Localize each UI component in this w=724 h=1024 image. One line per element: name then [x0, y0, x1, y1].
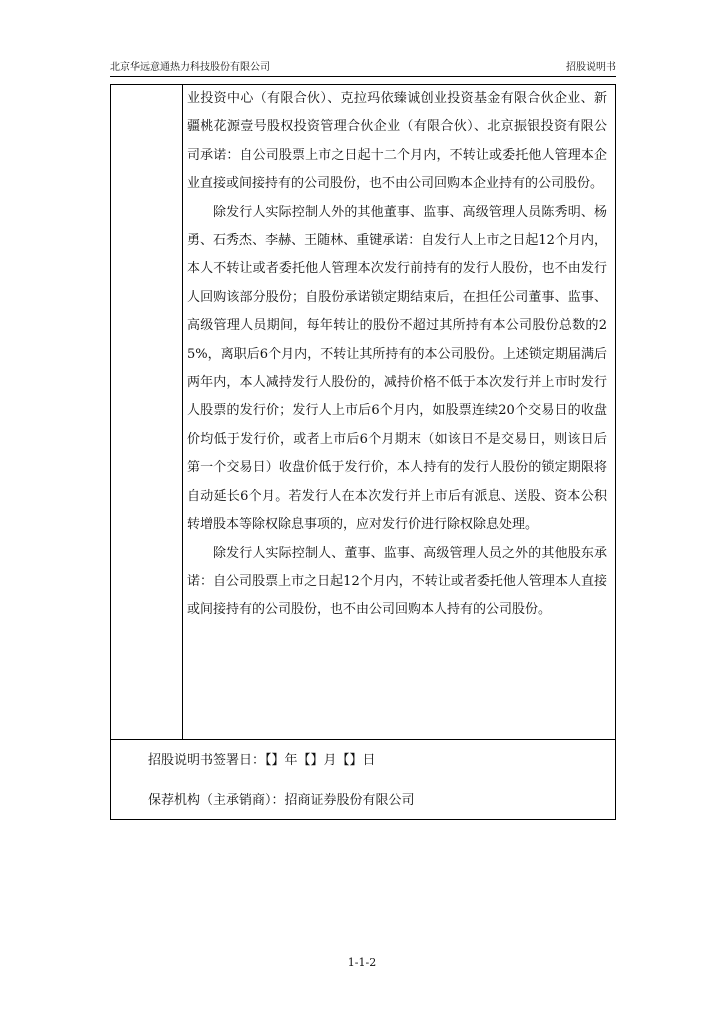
commitment-paragraph-2: 除发行人实际控制人外的其他董事、监事、高级管理人员陈秀明、杨勇、石秀杰、李赫、王随林、重键承诺：自发行人上市之日起12个月内，本人不转让或者委托他人管理本次发行前持有的发行人股份，也不由发行人回购该部分股份；自股份承诺锁定期结束后，在担任公司董事、监事、高级管理人员期间，每年转让的股份不超过其所持有本公司股份总数的25%，离职后6个月内，不转让其所持有的本公司股份。上述锁定期届满后两年内，本人减持发行人股份的，减持价格不低于本次发行并上市时发行人股票的发行价；发行人上市后6个月内，如股票连续20个交易日的收盘价均低于发行价，或者上市后6个月期末（如该日不是交易日，则该日后第一个交易日）收盘价低于发行价，本人持有的发行人股份的锁定期限将自动延长6个月。若发行人在本次发行并上市后有派息、送股、资本公积转增股本等除权除息事项的，应对发行价进行除权除息处理。 [187, 204, 607, 533]
company-name: 北京华远意通热力科技股份有限公司 [110, 62, 270, 73]
row-divider [111, 739, 615, 740]
page-header [110, 60, 616, 76]
page-number: 1-1-2 [347, 956, 377, 969]
document-type: 招股说明书 [566, 62, 616, 73]
commitment-cell [179, 85, 615, 625]
commitment-paragraph-3: 除发行人实际控制人、董事、监事、高级管理人员之外的其他股东承诺：自公司股票上市之日起12个月内，不转让或者委托他人管理本人直接或间接持有的公司股份，也不由公司回购本人持有的公司股份。 [187, 545, 607, 618]
header-rule [110, 76, 616, 77]
sponsor: 保荐机构（主承销商）：招商证券股份有限公司 [148, 793, 415, 808]
commitment-paragraph-1: 业投资中心（有限合伙）、克拉玛依臻诚创业投资基金有限合伙企业、新疆桃花源壹号股权投资管理合伙企业（有限合伙）、北京振银投资有限公司承诺：自公司股票上市之日起十二个月内，不转让或委托他人管理本企业直接或间接持有的公司股份，也不由公司回购本企业持有的公司股份。 [187, 91, 607, 192]
sign-date: 招股说明书签署日：【】年【】月【】日 [148, 753, 376, 768]
signature-block [148, 751, 608, 811]
commitment-table [110, 84, 616, 820]
